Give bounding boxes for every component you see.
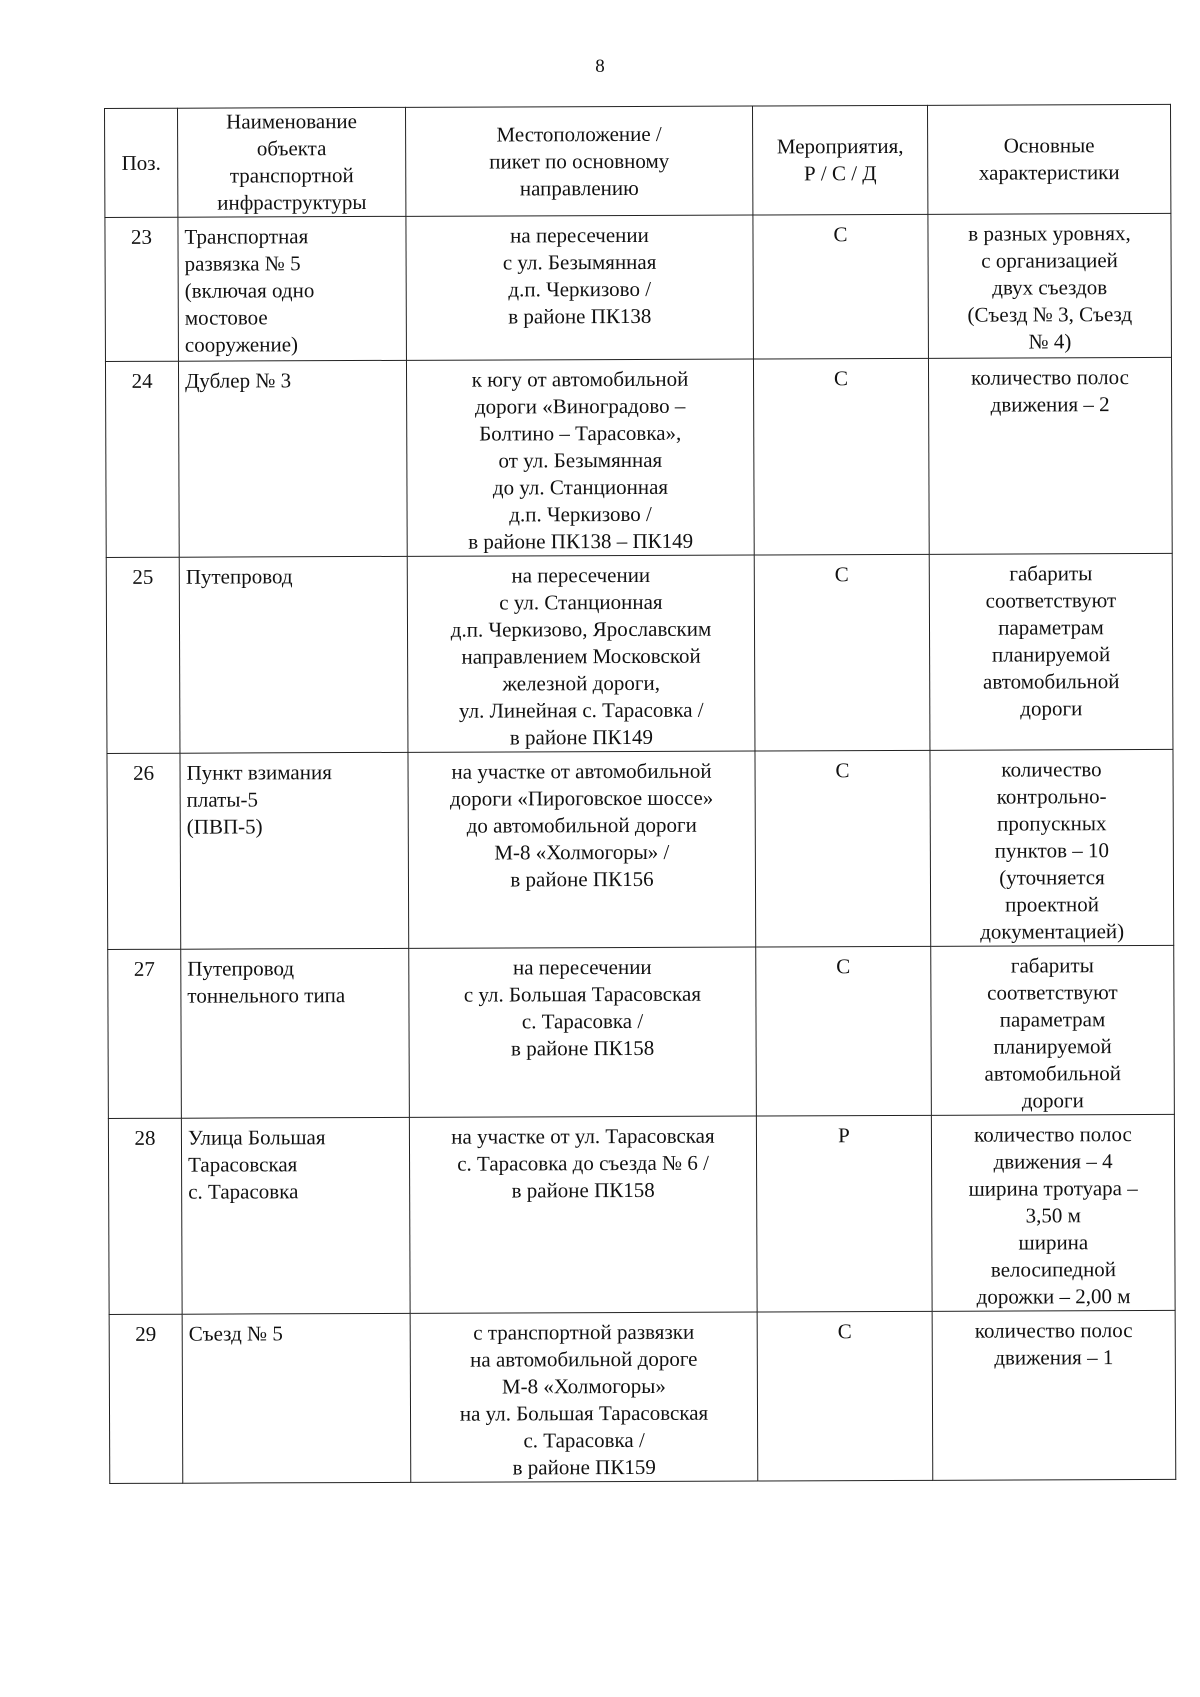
table-header-row: [105, 104, 1171, 217]
cell-pos: 25: [106, 557, 180, 753]
cell-measure: С: [755, 750, 931, 947]
table-row: [109, 1310, 1176, 1483]
cell-pos: 28: [108, 1118, 182, 1314]
header-measures: Мероприятия, Р / С / Д: [752, 105, 927, 215]
cell-characteristics: количество полос движения – 2: [928, 357, 1172, 554]
cell-pos: 27: [108, 949, 182, 1118]
table-row: [105, 213, 1172, 361]
cell-measure: С: [756, 946, 932, 1116]
cell-name: Путепровод: [179, 556, 408, 753]
cell-name: Съезд № 5: [182, 1313, 411, 1483]
table-row: [108, 1114, 1175, 1314]
cell-measure: С: [753, 214, 929, 359]
cell-location: к югу от автомобильной дороги «Виноградово – Болтино – Тарасовка», от ул. Безымянная до ул. Станционная д.п. Черкизово / в районе ПК138 – ПК149: [406, 359, 754, 556]
header-characteristics: Основные характеристики: [927, 104, 1170, 214]
cell-measure: С: [757, 1311, 933, 1481]
cell-name: Транспортная развязка № 5 (включая одно мостовое сооружение): [178, 216, 407, 361]
cell-location: с транспортной развязки на автомобильной дороге М-8 «Холмогоры» на ул. Большая Тарасовская с. Тарасовка / в районе ПК159: [410, 1312, 758, 1482]
cell-name: Дублер № 3: [178, 360, 407, 557]
cell-characteristics: количество полос движения – 1: [932, 1310, 1176, 1480]
header-location: Местоположение / пикет по основному направлению: [405, 106, 752, 216]
cell-measure: С: [753, 358, 929, 555]
infrastructure-table: [104, 104, 1176, 1484]
cell-pos: 23: [105, 217, 179, 361]
cell-characteristics: количество контрольно- пропускных пунктов – 10 (уточняется проектной документацией): [930, 749, 1174, 946]
cell-measure: С: [754, 554, 930, 751]
cell-name: Улица Большая Тарасовская с. Тарасовка: [181, 1117, 410, 1314]
page-number: 8: [595, 56, 605, 77]
cell-pos: 26: [107, 753, 181, 949]
cell-measure: Р: [756, 1115, 932, 1312]
table-row: [108, 945, 1175, 1118]
cell-pos: 24: [105, 361, 179, 557]
cell-characteristics: габариты соответствуют параметрам планируемой автомобильной дороги: [931, 945, 1175, 1115]
cell-pos: 29: [109, 1314, 183, 1483]
cell-location: на пересечении с ул. Станционная д.п. Черкизово, Ярославским направлением Московской железной дороги, ул. Линейная с. Тарасовка / в районе ПК149: [407, 555, 755, 752]
cell-characteristics: габариты соответствуют параметрам планируемой автомобильной дороги: [929, 553, 1173, 750]
cell-name: Путепровод тоннельного типа: [181, 948, 410, 1118]
table-row: [105, 357, 1172, 557]
table-row: [106, 553, 1173, 753]
cell-characteristics: в разных уровнях, с организацией двух съездов (Съезд № 3, Съезд № 4): [928, 213, 1172, 358]
header-name: Наименование объекта транспортной инфраструктуры: [178, 107, 406, 217]
table-row: [107, 749, 1174, 949]
cell-location: на пересечении с ул. Безымянная д.п. Черкизово / в районе ПК138: [406, 215, 754, 360]
cell-location: на участке от автомобильной дороги «Пироговское шоссе» до автомобильной дороги М-8 «Холмогоры» / в районе ПК156: [408, 751, 756, 948]
cell-location: на участке от ул. Тарасовская с. Тарасовка до съезда № 6 / в районе ПК158: [409, 1116, 757, 1313]
header-pos: Поз.: [105, 108, 178, 217]
cell-location: на пересечении с ул. Большая Тарасовская с. Тарасовка / в районе ПК158: [409, 947, 757, 1117]
cell-name: Пункт взимания платы-5 (ПВП-5): [180, 752, 409, 949]
cell-characteristics: количество полос движения – 4 ширина тротуара – 3,50 м ширина велосипедной дорожки – 2,00 м: [931, 1114, 1175, 1311]
